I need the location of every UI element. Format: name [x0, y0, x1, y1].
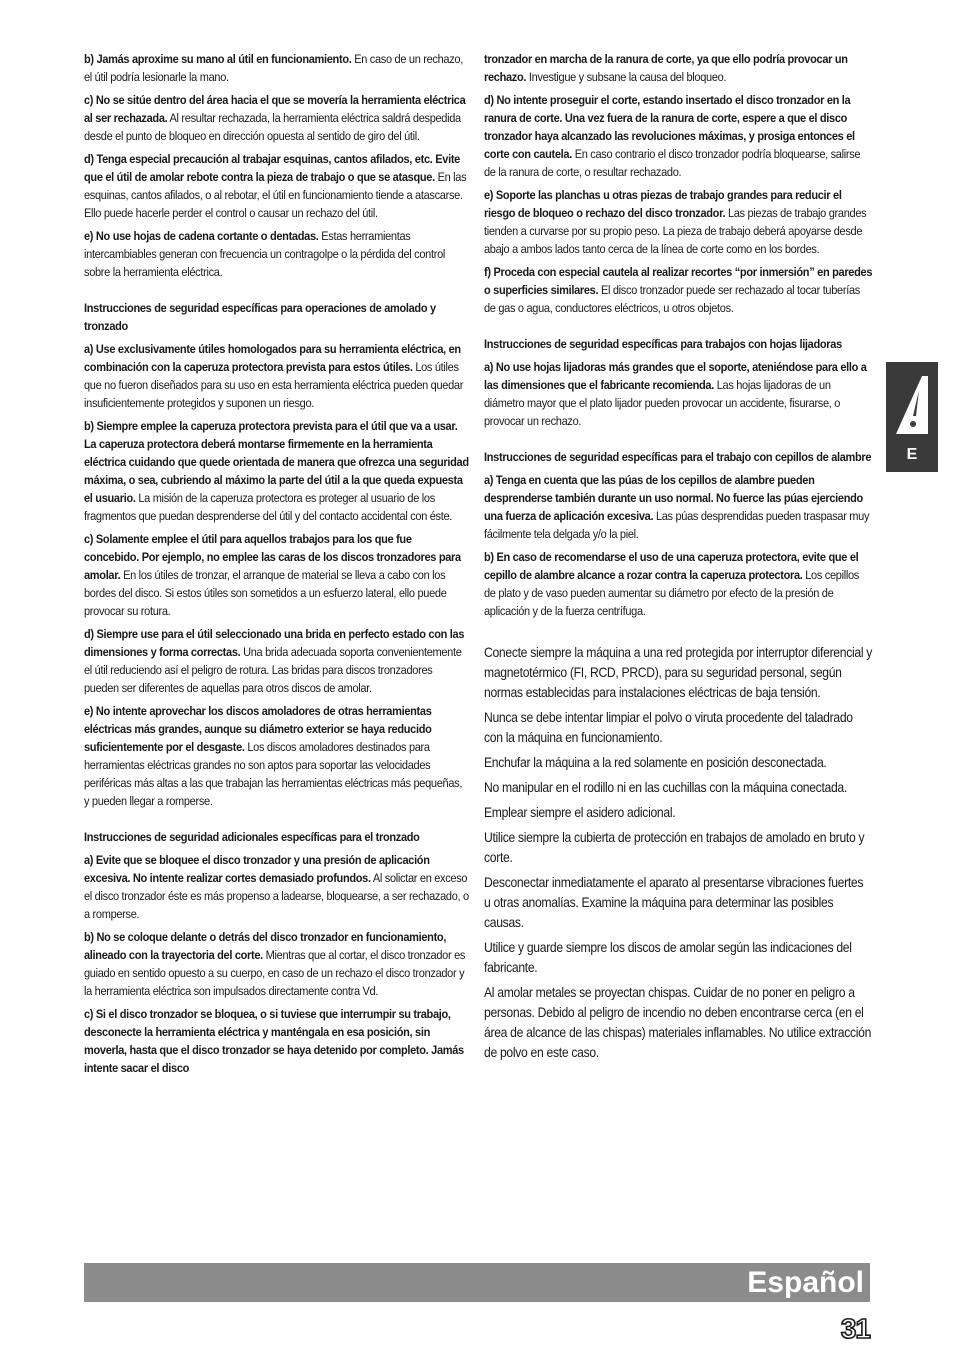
paragraph: e) No use hojas de cadena cortante o dentadas. Estas herramientas intercambiables generan con frecuencia un contragolpe o la pérdida del control sobre la herramienta eléctrica.	[84, 229, 446, 279]
paragraph: a) Evite que se bloquee el disco tronzador y una presión de aplicación excesiva. No intente realizar cortes demasiado profundos. Al solictar en exceso el disco tronzador éste es más propenso a ladearse, bloquearse, a ser rechazado, o a romperse.	[84, 853, 469, 921]
section-heading: Instrucciones de seguridad específicas para el trabajo con cepillos de alambre	[484, 450, 872, 464]
spacer	[484, 625, 872, 643]
paragraph: f) Proceda con especial cautela al realizar recortes “por inmersión” en paredes o superficies similares. El disco tronzador puede ser rechazado al tocar tuberías de gas o agua, conductores eléctricos, u otros objetos.	[484, 265, 873, 315]
paragraph: c) No se sitúe dentro del área hacia el que se movería la herramienta eléctrica al ser rechazada. Al resultar rechazada, la herramienta eléctrica saldrá despedida desde el punto de bloqueo en dirección opuesta al sentido de giro del útil.	[84, 93, 466, 143]
plain-paragraph: Utilice y guarde siempre los discos de amolar según las indicaciones del fabricante.	[484, 940, 852, 975]
paragraph: c) Solamente emplee el útil para aquellos trabajos para los que fue concebido. Por ejemplo, no emplee las caras de los discos tronzadores para amolar. En los útiles de tronzar, el arranque de material se lleva a cabo con los bordes del disco. Si estos útiles son sometidos a un esfuerzo lateral, ello puede provocar su rotura.	[84, 532, 461, 618]
paragraph: b) No se coloque delante o detrás del disco tronzador en funcionamiento, alineado con la trayectoria del corte. Mientras que al cortar, el disco tronzador es guiado en sentido opuesto a su cuerpo, en caso de un rechazo el disco tronzador y la herramienta eléctrica son impulsados directamente contra Vd.	[84, 930, 466, 998]
section-heading: Instrucciones de seguridad adicionales específicas para el tronzado	[84, 830, 420, 844]
section-heading: Instrucciones de seguridad específicas para trabajos con hojas lijadoras	[484, 337, 842, 351]
paragraph: tronzador en marcha de la ranura de corte, ya que ello podría provocar un rechazo. Investigue y subsane la causa del bloqueo.	[484, 52, 848, 84]
warning-exclamation-icon	[892, 374, 932, 438]
plain-paragraph: Al amolar metales se proyectan chispas. Cuidar de no poner en peligro a personas. Debido al peligro de incendio no deben encontrarse cerca (en el área de alcance de las chispas) materiales inflamables. No utilice extracción de polvo en este caso.	[484, 985, 872, 1060]
paragraph: d) Tenga especial precaución al trabajar esquinas, cantos afilados, etc. Evite que el útil de amolar rebote contra la pieza de trabajo o que se atasque. En las esquinas, cantos afilados, o al rebotar, el útil en funcionamiento tiende a atascarse. Ello puede hacerle perder el control o causar un rechazo del útil.	[84, 152, 467, 220]
left-column	[84, 50, 469, 1082]
paragraph: b) Jamás aproxime su mano al útil en funcionamiento. En caso de un rechazo, el útil podría lesionarle la mano.	[84, 52, 463, 84]
page-number: 31	[840, 1313, 870, 1344]
paragraph: d) No intente proseguir el corte, estando insertado el disco tronzador en la ranura de corte. Una vez fuera de la ranura de corte, espere a que el disco tronzador haya alcanzado las revoluciones máximas, y prosiga entonces el corte con cautela. En caso contrario el disco tronzador podría bloquearse, salirse de la ranura de corte, o resultar rechazado.	[484, 93, 861, 179]
paragraph: c) Si el disco tronzador se bloquea, o si tuviese que interrumpir su trabajo, desconecte la herramienta eléctrica y manténgala en esa posición, sin moverla, hasta que el disco tronzador se haya detenido por completo. Jamás intente sacar el disco	[84, 1007, 464, 1075]
paragraph: d) Siempre use para el útil seleccionado una brida en perfecto estado con las dimensiones y forma correctas. Una brida adecuada soporta convenientemente el útil reduciendo así el peligro de rotura. Las bridas para discos tronzadores pueden ser diferentes de aquellas para otros discos de amolar.	[84, 627, 465, 695]
paragraph: e) No intente aprovechar los discos amoladores de otras herramientas eléctricas más grandes, aunque su diámetro exterior se haya reducido suficientemente por el desgaste. Los discos amoladores destinados para herramientas eléctricas grandes no son aptos para soportar las velocidades periféricas más altas a las que trabajan las herramientas eléctricas más pequeñas, y pueden llegar a romperse.	[84, 704, 463, 808]
paragraph: a) Tenga en cuenta que las púas de los cepillos de alambre pueden desprenderse también durante un uso normal. No fuerce las púas ejerciendo una fuerza de aplicación excesiva. Las púas desprendidas pueden traspasar muy fácilmente tela delgada y/o la piel.	[484, 473, 870, 541]
plain-paragraph: Desconectar inmediatamente el aparato al presentarse vibraciones fuertes u otras anomalías. Examine la máquina para determinar las posibles causas.	[484, 875, 864, 930]
language-footer-bar	[84, 1263, 870, 1302]
right-column	[484, 50, 872, 1068]
paragraph: b) En caso de recomendarse el uso de una caperuza protectora, evite que el cepillo de alambre alcance a rozar contra la caperuza protectora. Los cepillos de plato y de vaso pueden aumentar su diámetro por efecto de la presión de aplicación y de la fuerza centrífuga.	[484, 550, 860, 618]
plain-paragraph: Utilice siempre la cubierta de protección en trabajos de amolado en bruto y corte.	[484, 830, 865, 865]
paragraph: e) Soporte las planchas u otras piezas de trabajo grandes para reducir el riesgo de bloqueo o rechazo del disco tronzador. Las piezas de trabajo grandes tienden a curvarse por su propio peso. La pieza de trabajo deberá apoyarse desde abajo a ambos lados tanto cerca de la línea de corte como en los bordes.	[484, 188, 867, 256]
language-side-tab	[886, 362, 938, 472]
language-letter: E	[906, 446, 918, 463]
plain-paragraph: Emplear siempre el asidero adicional.	[484, 805, 676, 820]
paragraph: a) No use hojas lijadoras más grandes que el soporte, ateniéndose para ello a las dimensiones que el fabricante recomienda. Las hojas lijadoras de un diámetro mayor que el plato lijador pueden provocar un accidente, fisurarse, o provocar un rechazo.	[484, 360, 867, 428]
plain-paragraph: Nunca se debe intentar limpiar el polvo o viruta procedente del taladrado con la máquina en funcionamiento.	[484, 710, 853, 745]
paragraph: b) Siempre emplee la caperuza protectora prevista para el útil que va a usar. La caperuza protectora deberá montarse firmemente en la herramienta eléctrica cuidando que quede orientada de manera que ofrezca una seguridad máxima, o sea, cubriendo al máximo la parte del útil a la que queda expuesta el usuario. La misión de la caperuza protectora es proteger al usuario de los fragmentos que puedan desprenderse del útil y del contacto accidental con éste.	[84, 419, 469, 523]
plain-paragraph: Conecte siempre la máquina a una red protegida por interruptor diferencial y magnetotérmico (FI, RCD, PRCD), para su seguridad personal, según normas establecidas para instalaciones eléctricas de baja tensión.	[484, 645, 873, 700]
general-safety-list	[484, 643, 872, 1063]
language-title: Español	[747, 1266, 864, 1299]
plain-paragraph: Enchufar la máquina a la red solamente en posición desconectada.	[484, 755, 827, 770]
plain-paragraph: No manipular en el rodillo ni en las cuchillas con la máquina conectada.	[484, 780, 847, 795]
paragraph: a) Use exclusivamente útiles homologados para su herramienta eléctrica, en combinación con la caperuza protectora prevista para estos útiles. Los útiles que no fueron diseñados para su uso en esta herramienta eléctrica pueden quedar insuficientemente protegidos y suponen un riesgo.	[84, 342, 464, 410]
section-heading: Instrucciones de seguridad específicas para operaciones de amolado y tronzado	[84, 301, 436, 333]
